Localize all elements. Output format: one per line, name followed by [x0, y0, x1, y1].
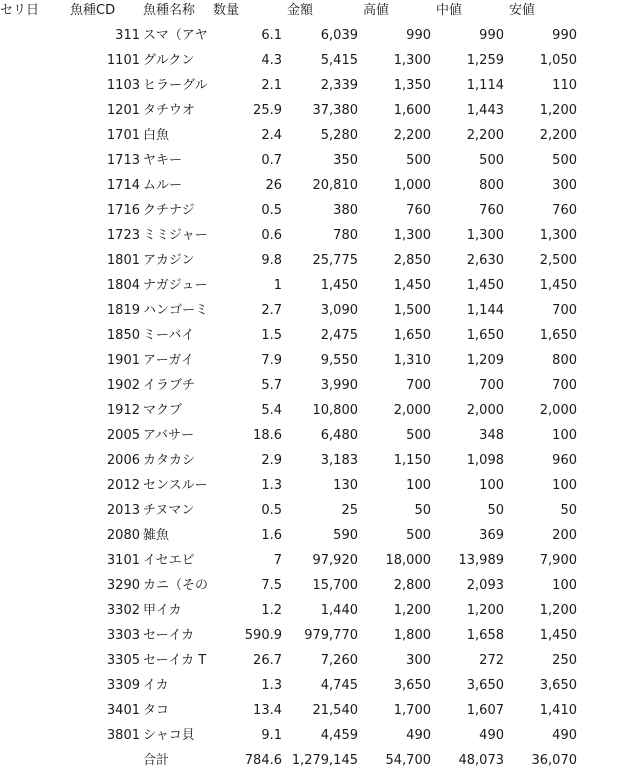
- cell-high-price: 1,700: [393, 703, 431, 718]
- total-low: 36,070: [531, 753, 577, 768]
- cell-low-price: 500: [552, 153, 577, 168]
- cell-high-price: 1,500: [393, 303, 431, 318]
- cell-fish-name: イセエビ: [143, 553, 195, 568]
- cell-mid-price: 1,658: [466, 628, 504, 643]
- cell-quantity: 7.9: [261, 353, 282, 368]
- table-row: [0, 398, 638, 423]
- cell-quantity: 5.4: [261, 403, 282, 418]
- cell-fish-code: 1103: [106, 78, 140, 93]
- cell-low-price: 2,200: [539, 128, 577, 143]
- cell-fish-code: 2006: [106, 453, 140, 468]
- cell-amount: 780: [333, 228, 358, 243]
- cell-amount: 979,770: [304, 628, 358, 643]
- cell-amount: 380: [333, 203, 358, 218]
- table-row: [0, 648, 638, 673]
- cell-fish-code: 1714: [106, 178, 140, 193]
- cell-mid-price: 100: [479, 478, 504, 493]
- table-row: [0, 73, 638, 98]
- cell-mid-price: 760: [479, 203, 504, 218]
- table-row: [0, 48, 638, 73]
- cell-amount: 5,280: [320, 128, 358, 143]
- header-auction-date: セリ日: [0, 3, 40, 18]
- cell-mid-price: 3,650: [466, 678, 504, 693]
- cell-quantity: 9.1: [261, 728, 282, 743]
- cell-amount: 2,339: [320, 78, 358, 93]
- cell-low-price: 1,200: [539, 603, 577, 618]
- cell-quantity: 26: [265, 178, 282, 193]
- cell-quantity: 6.1: [261, 28, 282, 43]
- cell-fish-name: ヒラーグル: [143, 78, 208, 93]
- table-row: [0, 223, 638, 248]
- cell-quantity: 7: [273, 553, 282, 568]
- cell-amount: 5,415: [320, 53, 358, 68]
- cell-low-price: 3,650: [539, 678, 577, 693]
- cell-fish-code: 1201: [106, 103, 140, 118]
- cell-fish-name: ヤキー: [143, 153, 183, 168]
- cell-fish-name: アーガイ: [143, 353, 194, 368]
- cell-fish-name: ナガジュー: [143, 278, 208, 293]
- table-row: [0, 548, 638, 573]
- cell-fish-name: アバサー: [143, 428, 194, 443]
- cell-fish-code: 1723: [106, 228, 140, 243]
- table-row: [0, 23, 638, 48]
- cell-high-price: 300: [406, 653, 431, 668]
- cell-high-price: 1,300: [393, 53, 431, 68]
- table-row: [0, 123, 638, 148]
- cell-low-price: 800: [552, 353, 577, 368]
- cell-quantity: 590.9: [244, 628, 282, 643]
- cell-fish-code: 1801: [106, 253, 140, 268]
- cell-high-price: 18,000: [385, 553, 431, 568]
- cell-low-price: 100: [552, 578, 577, 593]
- table-row: [0, 498, 638, 523]
- cell-mid-price: 1,144: [466, 303, 504, 318]
- cell-high-price: 2,000: [393, 403, 431, 418]
- cell-mid-price: 990: [479, 28, 504, 43]
- cell-fish-code: 3303: [106, 628, 140, 643]
- cell-high-price: 2,800: [393, 578, 431, 593]
- cell-fish-name: セーイカ T: [143, 653, 207, 668]
- cell-high-price: 500: [406, 153, 431, 168]
- table-row: [0, 273, 638, 298]
- cell-high-price: 1,600: [393, 103, 431, 118]
- cell-fish-code: 1713: [106, 153, 140, 168]
- cell-fish-name: チヌマン: [143, 503, 195, 518]
- cell-mid-price: 700: [479, 378, 504, 393]
- cell-fish-name: 雑魚: [143, 528, 170, 543]
- cell-low-price: 250: [552, 653, 577, 668]
- cell-fish-code: 1902: [106, 378, 140, 393]
- table-row: [0, 473, 638, 498]
- table-row: [0, 523, 638, 548]
- cell-mid-price: 1,114: [466, 78, 504, 93]
- table-row: [0, 723, 638, 748]
- cell-low-price: 7,900: [539, 553, 577, 568]
- table-row: [0, 673, 638, 698]
- cell-mid-price: 1,450: [466, 278, 504, 293]
- cell-quantity: 13.4: [253, 703, 282, 718]
- header-amount: 金額: [287, 3, 314, 18]
- total-row: [0, 748, 638, 773]
- cell-quantity: 0.5: [261, 203, 282, 218]
- cell-quantity: 0.7: [261, 153, 282, 168]
- cell-amount: 590: [333, 528, 358, 543]
- header-row: [0, 0, 638, 23]
- cell-mid-price: 1,607: [466, 703, 504, 718]
- cell-quantity: 1.2: [261, 603, 282, 618]
- cell-fish-name: 甲イカ: [143, 603, 182, 618]
- cell-quantity: 0.5: [261, 503, 282, 518]
- cell-amount: 37,380: [312, 103, 358, 118]
- table-row: [0, 198, 638, 223]
- cell-amount: 20,810: [312, 178, 358, 193]
- cell-mid-price: 272: [479, 653, 504, 668]
- cell-low-price: 760: [552, 203, 577, 218]
- table-row: [0, 248, 638, 273]
- cell-high-price: 1,450: [393, 278, 431, 293]
- cell-fish-code: 1101: [106, 53, 140, 68]
- cell-low-price: 1,650: [539, 328, 577, 343]
- cell-fish-name: センスルー: [143, 478, 208, 493]
- cell-high-price: 500: [406, 428, 431, 443]
- cell-low-price: 1,050: [539, 53, 577, 68]
- cell-amount: 7,260: [320, 653, 358, 668]
- cell-amount: 350: [333, 153, 358, 168]
- cell-fish-name: カタカシ: [143, 453, 196, 468]
- cell-mid-price: 500: [479, 153, 504, 168]
- cell-amount: 97,920: [312, 553, 358, 568]
- cell-fish-code: 3101: [106, 553, 140, 568]
- cell-high-price: 1,150: [393, 453, 431, 468]
- cell-amount: 3,090: [320, 303, 358, 318]
- cell-quantity: 2.1: [261, 78, 282, 93]
- cell-low-price: 110: [552, 78, 577, 93]
- cell-mid-price: 369: [479, 528, 504, 543]
- cell-low-price: 50: [560, 503, 577, 518]
- cell-amount: 10,800: [312, 403, 358, 418]
- cell-low-price: 990: [552, 28, 577, 43]
- cell-quantity: 2.9: [261, 453, 282, 468]
- header-fish-name: 魚種名称: [143, 3, 196, 18]
- table-row: [0, 298, 638, 323]
- table-row: [0, 98, 638, 123]
- cell-quantity: 5.7: [261, 378, 282, 393]
- cell-fish-name: スマ（アヤ: [143, 28, 208, 43]
- cell-amount: 25,775: [312, 253, 358, 268]
- cell-fish-code: 2005: [106, 428, 140, 443]
- cell-fish-name: イラブチ: [143, 378, 196, 393]
- cell-high-price: 990: [406, 28, 431, 43]
- table-row: [0, 173, 638, 198]
- cell-high-price: 100: [406, 478, 431, 493]
- total-label: 合計: [143, 753, 170, 768]
- cell-quantity: 2.4: [261, 128, 282, 143]
- cell-quantity: 26.7: [253, 653, 282, 668]
- cell-fish-name: イカ: [143, 678, 169, 693]
- cell-mid-price: 1,209: [466, 353, 504, 368]
- table-row: [0, 348, 638, 373]
- cell-fish-name: カニ（その: [143, 578, 209, 593]
- cell-fish-code: 1850: [106, 328, 140, 343]
- cell-fish-name: クチナジ: [143, 203, 195, 218]
- table-row: [0, 623, 638, 648]
- cell-low-price: 700: [552, 303, 577, 318]
- cell-fish-code: 3801: [106, 728, 140, 743]
- cell-low-price: 1,200: [539, 103, 577, 118]
- table-row: [0, 573, 638, 598]
- cell-high-price: 3,650: [393, 678, 431, 693]
- table-row: [0, 698, 638, 723]
- cell-high-price: 1,300: [393, 228, 431, 243]
- total-amount: 1,279,145: [291, 753, 358, 768]
- cell-fish-code: 1912: [106, 403, 140, 418]
- cell-low-price: 100: [552, 428, 577, 443]
- cell-amount: 6,039: [320, 28, 358, 43]
- cell-mid-price: 800: [479, 178, 504, 193]
- cell-quantity: 1.3: [261, 478, 282, 493]
- cell-mid-price: 1,259: [466, 53, 504, 68]
- total-high: 54,700: [385, 753, 431, 768]
- cell-fish-name: 白魚: [143, 128, 170, 143]
- cell-high-price: 2,200: [393, 128, 431, 143]
- cell-fish-name: マクブ: [143, 403, 183, 418]
- table-row: [0, 448, 638, 473]
- cell-fish-code: 2012: [106, 478, 140, 493]
- cell-quantity: 1.5: [261, 328, 282, 343]
- cell-fish-code: 311: [115, 28, 140, 43]
- total-mid: 48,073: [458, 753, 504, 768]
- cell-low-price: 1,450: [539, 628, 577, 643]
- cell-mid-price: 50: [487, 503, 504, 518]
- cell-high-price: 500: [406, 528, 431, 543]
- total-quantity: 784.6: [244, 753, 282, 768]
- cell-mid-price: 348: [479, 428, 504, 443]
- header-quantity: 数量: [213, 3, 240, 18]
- cell-low-price: 700: [552, 378, 577, 393]
- header-mid-price: 中値: [436, 3, 463, 18]
- cell-fish-code: 3309: [106, 678, 140, 693]
- cell-mid-price: 2,000: [466, 403, 504, 418]
- header-fish-code: 魚種CD: [70, 3, 116, 18]
- cell-low-price: 960: [552, 453, 577, 468]
- cell-high-price: 50: [414, 503, 431, 518]
- cell-low-price: 490: [552, 728, 577, 743]
- cell-high-price: 490: [406, 728, 431, 743]
- cell-fish-code: 1716: [106, 203, 140, 218]
- cell-mid-price: 1,098: [466, 453, 504, 468]
- table-row: [0, 423, 638, 448]
- cell-fish-code: 3401: [106, 703, 140, 718]
- table-row: [0, 598, 638, 623]
- cell-high-price: 1,800: [393, 628, 431, 643]
- cell-low-price: 2,000: [539, 403, 577, 418]
- cell-fish-name: ムルー: [143, 178, 183, 193]
- cell-amount: 6,480: [320, 428, 358, 443]
- cell-high-price: 700: [406, 378, 431, 393]
- cell-amount: 4,745: [320, 678, 358, 693]
- cell-high-price: 760: [406, 203, 431, 218]
- cell-mid-price: 1,650: [466, 328, 504, 343]
- cell-mid-price: 2,093: [466, 578, 504, 593]
- cell-amount: 1,450: [320, 278, 358, 293]
- cell-mid-price: 1,200: [466, 603, 504, 618]
- cell-amount: 3,183: [320, 453, 358, 468]
- cell-low-price: 1,410: [539, 703, 577, 718]
- cell-mid-price: 1,443: [466, 103, 504, 118]
- header-low-price: 安値: [509, 3, 536, 18]
- cell-quantity: 1: [273, 278, 282, 293]
- table-row: [0, 148, 638, 173]
- cell-mid-price: 1,300: [466, 228, 504, 243]
- cell-high-price: 1,350: [393, 78, 431, 93]
- cell-fish-name: タコ: [143, 703, 170, 718]
- cell-fish-name: ミーバイ: [143, 328, 195, 343]
- cell-quantity: 9.8: [261, 253, 282, 268]
- table-row: [0, 323, 638, 348]
- cell-fish-code: 2013: [106, 503, 140, 518]
- cell-low-price: 1,300: [539, 228, 577, 243]
- cell-amount: 3,990: [320, 378, 358, 393]
- header-high-price: 高値: [363, 3, 390, 18]
- cell-amount: 25: [341, 503, 358, 518]
- cell-mid-price: 2,200: [466, 128, 504, 143]
- cell-quantity: 7.5: [261, 578, 282, 593]
- cell-quantity: 4.3: [261, 53, 282, 68]
- cell-fish-code: 3305: [106, 653, 140, 668]
- cell-fish-code: 1804: [106, 278, 140, 293]
- cell-amount: 4,459: [320, 728, 358, 743]
- cell-fish-name: ハンゴーミ: [143, 303, 209, 318]
- cell-high-price: 1,000: [393, 178, 431, 193]
- cell-fish-code: 3290: [106, 578, 140, 593]
- cell-fish-name: アカジン: [143, 253, 195, 268]
- cell-quantity: 0.6: [261, 228, 282, 243]
- cell-amount: 21,540: [312, 703, 358, 718]
- cell-amount: 9,550: [320, 353, 358, 368]
- cell-high-price: 1,310: [393, 353, 431, 368]
- cell-low-price: 1,450: [539, 278, 577, 293]
- table-row: [0, 373, 638, 398]
- cell-amount: 2,475: [320, 328, 358, 343]
- cell-low-price: 2,500: [539, 253, 577, 268]
- cell-fish-name: ミミジャー: [143, 228, 208, 243]
- cell-quantity: 1.3: [261, 678, 282, 693]
- cell-quantity: 18.6: [253, 428, 282, 443]
- cell-quantity: 25.9: [253, 103, 282, 118]
- cell-low-price: 100: [552, 478, 577, 493]
- cell-high-price: 2,850: [393, 253, 431, 268]
- cell-fish-name: シャコ貝: [143, 728, 195, 743]
- cell-mid-price: 2,630: [466, 253, 504, 268]
- cell-mid-price: 490: [479, 728, 504, 743]
- cell-fish-code: 2080: [106, 528, 140, 543]
- cell-fish-code: 1701: [106, 128, 140, 143]
- cell-fish-code: 1901: [106, 353, 140, 368]
- cell-fish-code: 1819: [106, 303, 140, 318]
- cell-quantity: 1.6: [261, 528, 282, 543]
- cell-amount: 130: [333, 478, 358, 493]
- cell-quantity: 2.7: [261, 303, 282, 318]
- cell-fish-code: 3302: [106, 603, 140, 618]
- cell-amount: 1,440: [320, 603, 358, 618]
- cell-mid-price: 13,989: [458, 553, 504, 568]
- cell-high-price: 1,200: [393, 603, 431, 618]
- cell-fish-name: タチウオ: [143, 103, 196, 118]
- cell-amount: 15,700: [312, 578, 358, 593]
- cell-fish-name: セーイカ: [143, 628, 195, 643]
- cell-low-price: 300: [552, 178, 577, 193]
- cell-high-price: 1,650: [393, 328, 431, 343]
- cell-fish-name: グルクン: [143, 53, 195, 68]
- cell-low-price: 200: [552, 528, 577, 543]
